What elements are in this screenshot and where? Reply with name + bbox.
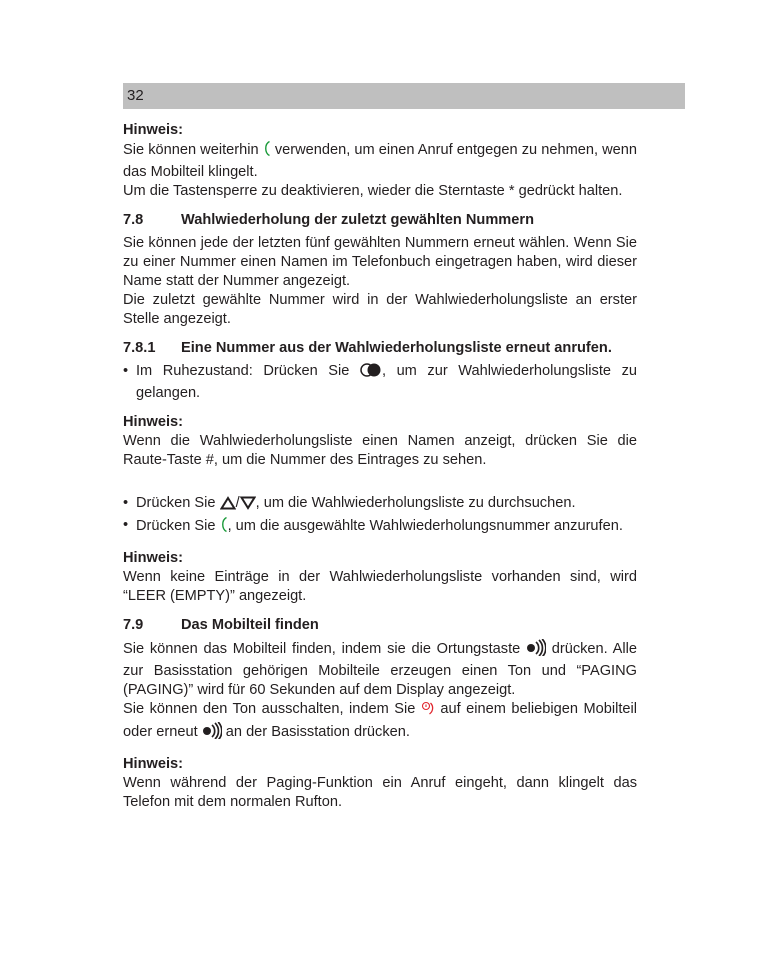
hint-block <box>123 549 637 606</box>
hint-block <box>123 755 637 812</box>
bullet-dot: • <box>123 363 129 379</box>
up-arrow-icon <box>220 496 236 516</box>
bullet-dot: • <box>123 495 129 511</box>
hint-title: Hinweis: <box>123 122 184 138</box>
paging-icon <box>202 722 222 745</box>
bullet-text-part: Drücken Sie <box>136 518 216 534</box>
redial-key-icon <box>360 362 382 384</box>
hint-text <box>123 140 637 182</box>
paragraph-part: an der Basisstation drücken. <box>225 724 410 740</box>
section-heading <box>123 339 637 358</box>
section-7-8 <box>123 211 637 329</box>
hint-text-part: verwenden, um einen Anruf entgegen zu nehmen, wenn das Mobilteil klingelt. <box>123 142 638 180</box>
hint-block <box>123 121 637 201</box>
down-arrow-icon <box>240 496 256 516</box>
hint-text: Wenn keine Einträge in der Wahlwiederholungsliste vorhanden sind, wird “LEER (EMPTY)” angezeigt. <box>123 569 637 604</box>
section-heading <box>123 211 637 230</box>
section-heading <box>123 616 637 635</box>
bullet-text <box>136 516 637 539</box>
page-content <box>123 121 637 822</box>
section-number: 7.8.1 <box>123 340 156 356</box>
page-header-bar <box>123 83 685 109</box>
bullet-text <box>136 362 637 403</box>
talk-key-icon <box>220 516 228 539</box>
paragraph: Die zuletzt gewählte Nummer wird in der Wahlwiederholungsliste an erster Stelle angezeigt. <box>123 292 637 327</box>
bullet-item <box>123 516 637 539</box>
paragraph <box>123 700 637 745</box>
bullet-dot: • <box>123 517 129 533</box>
hint-title: Hinweis: <box>123 550 184 566</box>
paragraph <box>123 639 637 700</box>
section-7-9 <box>123 616 637 745</box>
bullet-text-part: Im Ruhezustand: Drücken Sie <box>136 363 350 379</box>
page-number: 32 <box>127 87 144 104</box>
hint-text: Um die Tastensperre zu deaktivieren, wieder die Sterntaste * gedrückt halten. <box>123 183 623 199</box>
hint-text: Wenn die Wahlwiederholungsliste einen Namen anzeigt, drücken Sie die Raute-Taste #, um die Nummer des Eintrages zu sehen. <box>123 433 637 468</box>
bullet-item <box>123 362 637 403</box>
hint-block <box>123 413 637 470</box>
section-number: 7.8 <box>123 212 144 228</box>
end-call-icon <box>421 700 435 722</box>
section-title: Wahlwiederholung der zuletzt gewählten Nummern <box>181 212 534 228</box>
paragraph-part: Sie können den Ton ausschalten, indem Sie <box>123 701 416 717</box>
hint-text: Wenn während der Paging-Funktion ein Anruf eingeht, dann klingelt das Telefon mit dem normalen Rufton. <box>123 775 637 810</box>
paging-icon <box>526 639 546 662</box>
bullet-text <box>136 494 637 516</box>
spacer <box>123 480 637 494</box>
section-7-8-1 <box>123 339 637 403</box>
bullet-item <box>123 494 637 516</box>
section-title: Eine Nummer aus der Wahlwiederholungsliste erneut anrufen. <box>181 340 612 356</box>
section-title: Das Mobilteil finden <box>181 617 319 633</box>
bullet-text-part: / <box>235 495 240 511</box>
paragraph-part: Sie können das Mobilteil finden, indem sie die Ortungstaste <box>123 641 521 657</box>
paragraph-part: drücken. Alle zur Basisstation gehörigen Mobilteile erzeugen einen Ton und “PAGING (PAGING)” wird für 60 Sekunden auf dem Display angezeigt. <box>123 641 637 698</box>
section-number: 7.9 <box>123 617 144 633</box>
hint-title: Hinweis: <box>123 756 184 772</box>
talk-key-icon <box>263 140 271 163</box>
bullet-text-part: , um die Wahlwiederholungsliste zu durchsuchen. <box>255 495 576 511</box>
hint-text-part: Sie können weiterhin <box>123 142 259 158</box>
hint-title: Hinweis: <box>123 414 184 430</box>
bullet-list <box>123 494 637 539</box>
bullet-text-part: Drücken Sie <box>136 495 216 511</box>
paragraph-part: auf einem beliebigen Mobilteil oder erneut <box>123 701 637 740</box>
paragraph: Sie können jede der letzten fünf gewählten Nummern erneut wählen. Wenn Sie zu einer Nummer einen Namen im Telefonbuch eingetragen haben, wird dieser Name statt der Nummer angezeigt. <box>123 235 637 289</box>
bullet-text-part: , um die ausgewählte Wahlwiederholungsnummer anzurufen. <box>227 518 623 534</box>
bullet-text-part: , um zur Wahlwiederholungsliste zu gelangen. <box>136 363 637 401</box>
